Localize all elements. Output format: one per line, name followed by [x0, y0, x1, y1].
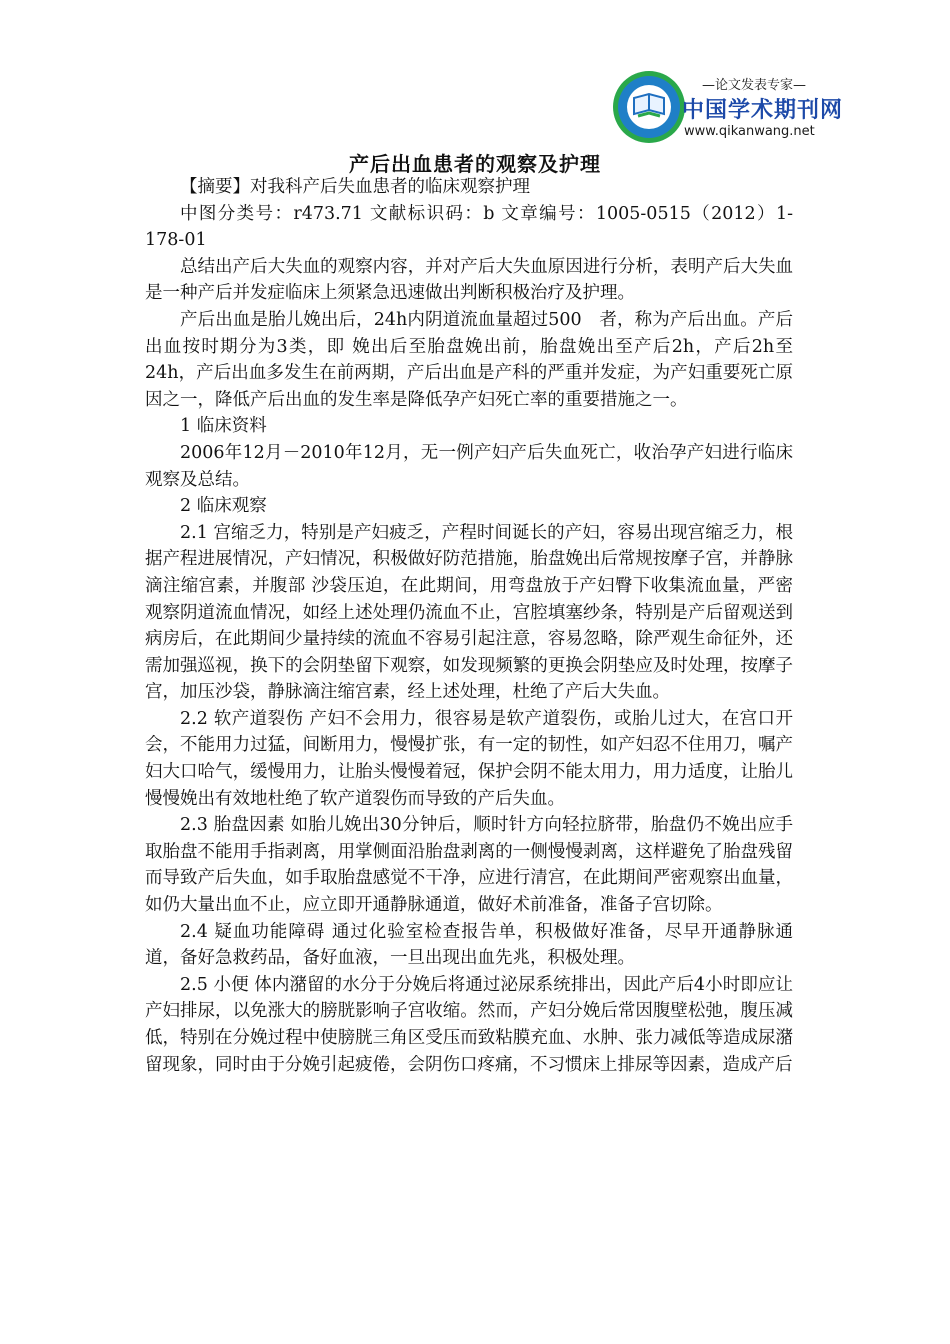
journal-seal-icon — [612, 70, 686, 144]
article-body — [145, 174, 793, 1078]
paragraph: 2.2 软产道裂伤 产妇不会用力，很容易是软产道裂伤，或胎儿过大，在宫口开会，不能用力过猛，间断用力，慢慢扩张，有一定的韧性，如产妇忍不住用刀，嘱产妇大口哈气，缓慢用力，让胎头慢慢着冠，保护会阴不能太用力，用力适度，让胎儿慢慢娩出有效地杜绝了软产道裂伤而导致的产后失血。 — [145, 708, 793, 809]
logo-name: 中国学术期刊网 — [682, 98, 844, 123]
paragraph: 2.5 小便 体内潴留的水分于分娩后将通过泌尿系统排出，因此产后4小时即应让产妇排尿，以免涨大的膀胱影响子宫收缩。然而，产妇分娩后常因腹壁松弛，腹压减低，特别在分娩过程中使膀胱三角区受压而致粘膜充血、水肿、张力减低等造成尿潴留现象，同时由于分娩引起疲倦，会阴伤口疼痛，不习惯床上排尿等因素，造成产后 — [145, 974, 793, 1075]
paragraph: 2.1 宫缩乏力，特别是产妇疲乏，产程时间诞长的产妇，容易出现宫缩乏力，根据产程进展情况，产妇情况，积极做好防范措施，胎盘娩出后常规按摩子宫，并静脉滴注缩宫素，并腹部 沙袋压迫，在此期间，用弯盘放于产妇臀下收集流血量，严密观察阴道流血情况，如经上述处理仍流血不止，宫腔填塞纱条，特别是产后留观送到病房后，在此期间少量持续的流血不容易引起注意，容易忽略，除严观生命征外，还需加强巡视，换下的会阴垫留下观察，如发现频繁的更换会阴垫应及时处理，按摩子宫，加压沙袋，静脉滴注缩宫素，经上述处理，杜绝了产后大失血。 — [145, 522, 793, 703]
section-heading: 2 临床观察 — [180, 496, 267, 517]
journal-logo — [612, 70, 844, 150]
abstract-line: 【摘要】对我科产后失血患者的临床观察护理 — [180, 177, 530, 197]
classification-line: 中图分类号：r473.71 文献标识码：b 文章编号：1005-0515（2012）1-178-01 — [145, 203, 793, 251]
article-title: 产后出血患者的观察及护理 — [349, 152, 601, 176]
section-heading: 1 临床资料 — [180, 416, 267, 437]
paragraph: 2006年12月－2010年12月，无一例产妇产后失血死亡，收治孕产妇进行临床观察及总结。 — [145, 442, 793, 490]
paragraph: 产后出血是胎儿娩出后，24h内阴道流血量超过500 者，称为产后出血。产后出血按时期分为3类，即 娩出后至胎盘娩出前，胎盘娩出至产后2h，产后2h至24h，产后出血多发生在前两期，产后出血是产科的严重并发症，为产妇重要死亡原因之一，降低产后出血的发生率是降低孕产妇死亡率的重要措施之一。 — [145, 309, 793, 410]
logo-tagline: —论文发表专家— — [702, 78, 807, 93]
paragraph: 总结出产后大失血的观察内容，并对产后大失血原因进行分析，表明产后大失血是一种产后并发症临床上须紧急迅速做出判断积极治疗及护理。 — [145, 256, 793, 304]
paragraph: 2.3 胎盘因素 如胎儿娩出30分钟后，顺时针方向轻拉脐带，胎盘仍不娩出应手取胎盘不能用手指剥离，用掌侧面沿胎盘剥离的一侧慢慢剥离，这样避免了胎盘残留而导致产后失血，如手取胎盘感觉不干净，应进行清宫，在此期间严密观察出血量，如仍大量出血不止，应立即开通静脉通道，做好术前准备，准备子宫切除。 — [145, 815, 793, 916]
logo-url: www.qikanwang.net — [684, 124, 815, 139]
paragraph: 2.4 疑血功能障碍 通过化验室检查报告单，积极做好准备，尽早开通静脉通道，备好急救药品，备好血液，一旦出现出血先兆，积极处理。 — [145, 921, 793, 969]
